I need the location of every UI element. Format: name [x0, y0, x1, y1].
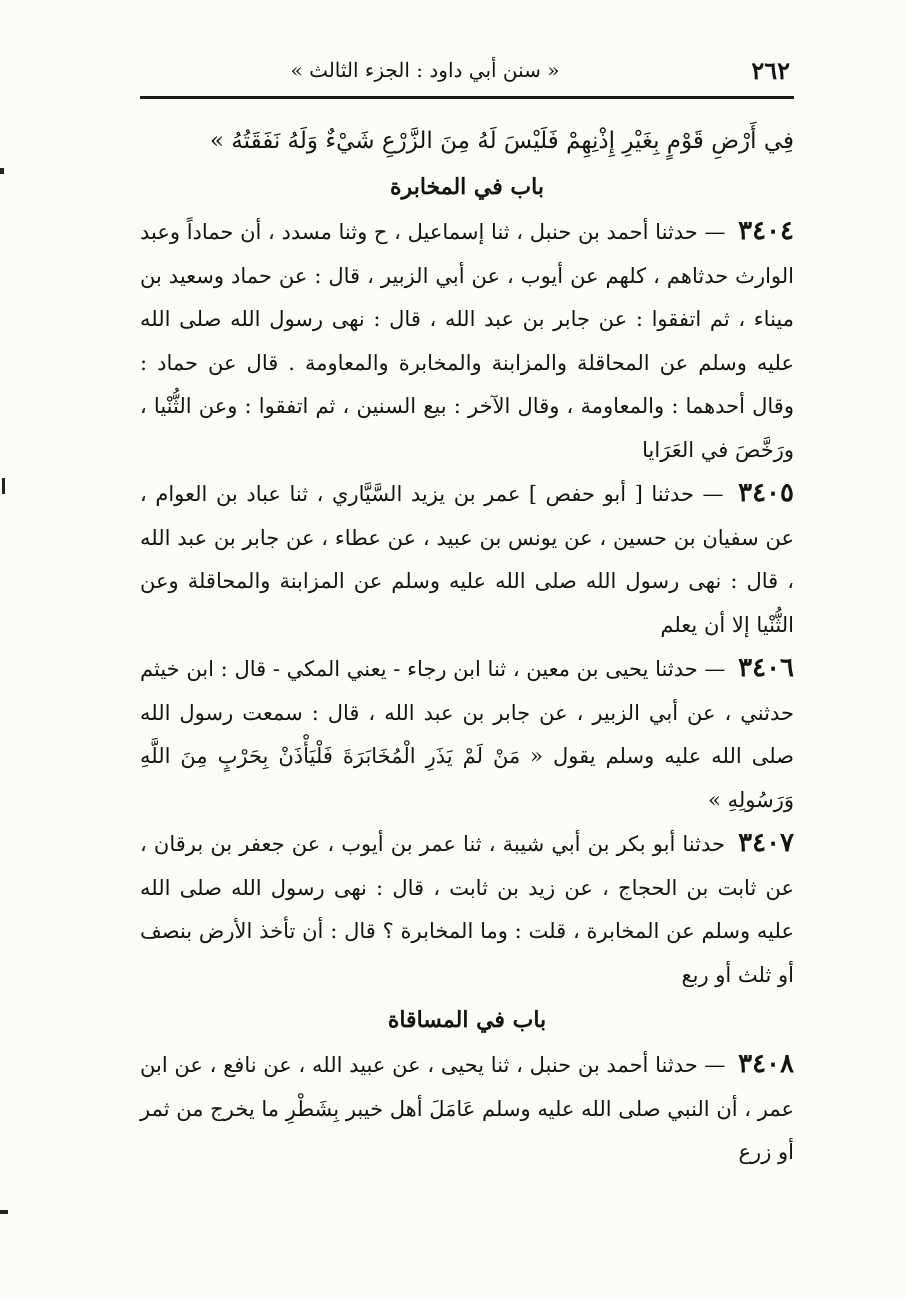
hadith-text: حدثنا أبو بكر بن أبي شيبة ، ثنا عمر بن أيوب ، عن جعفر بن برقان ، عن ثابت بن الحجاج ، عن زيد بن ثابت ، قال : نهى رسول الله صلى الله عليه وسلم عن المخابرة ، قلت : وما المخابرة ؟ قال : أن تأخذ الأرض بنصف أو ثلث أو ربع: [140, 832, 794, 987]
edge-mark: [0, 168, 4, 174]
hadith-text: — حدثنا أحمد بن حنبل ، ثنا يحيى ، عن عبيد الله ، عن نافع ، عن ابن عمر ، أن النبي صلى الله عليه وسلم عَامَلَ أهل خيبر بِشَطْرِ ما يخرج من ثمر أو زرع: [140, 1053, 794, 1164]
hadith-3407: [140, 822, 794, 997]
hadith-number: ٣٤٠٤: [738, 216, 794, 246]
hadith-text: — حدثنا يحيى بن معين ، ثنا ابن رجاء - يعني المكي - قال : ابن خيثم حدثني ، عن أبي الزبير ، عن جابر بن عبد الله ، قال : سمعت رسول الله صلى الله عليه وسلم يقول « مَنْ لَمْ يَذَرِ الْمُخَابَرَةَ فَلْيَأْذَنْ بِحَرْبٍ مِنَ اللَّهِ وَرَسُولِهِ »: [140, 657, 794, 812]
hadith-number: ٣٤٠٧: [738, 828, 794, 858]
header-rule: [140, 96, 794, 99]
hadith-3408: [140, 1043, 794, 1175]
hadith-number: ٣٤٠٦: [738, 653, 794, 683]
hadith-number: ٣٤٠٥: [738, 478, 794, 508]
hadith-3405: [140, 472, 794, 647]
section-title-musaqat: باب في المساقاة: [387, 1007, 547, 1033]
running-head: [140, 52, 790, 92]
hadith-text: — حدثنا [ أبو حفص ] عمر بن يزيد السَّيَّاري ، ثنا عباد بن العوام ، عن سفيان بن حسين ، عن يونس بن عبيد ، عن عطاء ، عن جابر بن عبد الله ، قال : نهى رسول الله صلى الله عليه وسلم عن المزابنة والمحاقلة وعن الثُّنْيا إلا أن يعلم: [140, 482, 794, 637]
hadith-text: — حدثنا أحمد بن حنبل ، ثنا إسماعيل ، ح وثنا مسدد ، أن حماداً وعبد الوارث حدثاهم ، كلهم عن أيوب ، عن أبي الزبير ، قال : عن حماد وسعيد بن ميناء ، ثم اتفقوا : عن جابر بن عبد الله ، قال : نهى رسول الله صلى الله عليه وسلم عن المحاقلة والمزابنة والمخابرة والمعاومة . قال عن حماد : وقال أحدهما : والمعاومة ، وقال الآخر : بيع السنين ، ثم اتفقوا : وعن الثُّنْيا ، ورَخَّصَ في العَرَايا: [140, 220, 794, 462]
hadith-3404: [140, 210, 794, 472]
page-number: ٢٦٢: [751, 56, 790, 85]
hadith-number: ٣٤٠٨: [738, 1049, 794, 1079]
opening-text: فِي أَرْضِ قَوْمٍ بِغَيْرِ إِذْنِهِمْ فَلَيْسَ لَهُ مِنَ الزَّرْعِ شَيْءٌ وَلَهُ نَفَقَتُهُ »: [209, 128, 794, 154]
edge-mark: [0, 1210, 8, 1214]
running-title: « سنن أبي داود : الجزء الثالث »: [290, 58, 560, 82]
section-title-mukhabara: باب في المخابرة: [390, 174, 544, 200]
body-text: [140, 118, 794, 1175]
hadith-3406: [140, 647, 794, 822]
edge-mark: [2, 478, 5, 494]
